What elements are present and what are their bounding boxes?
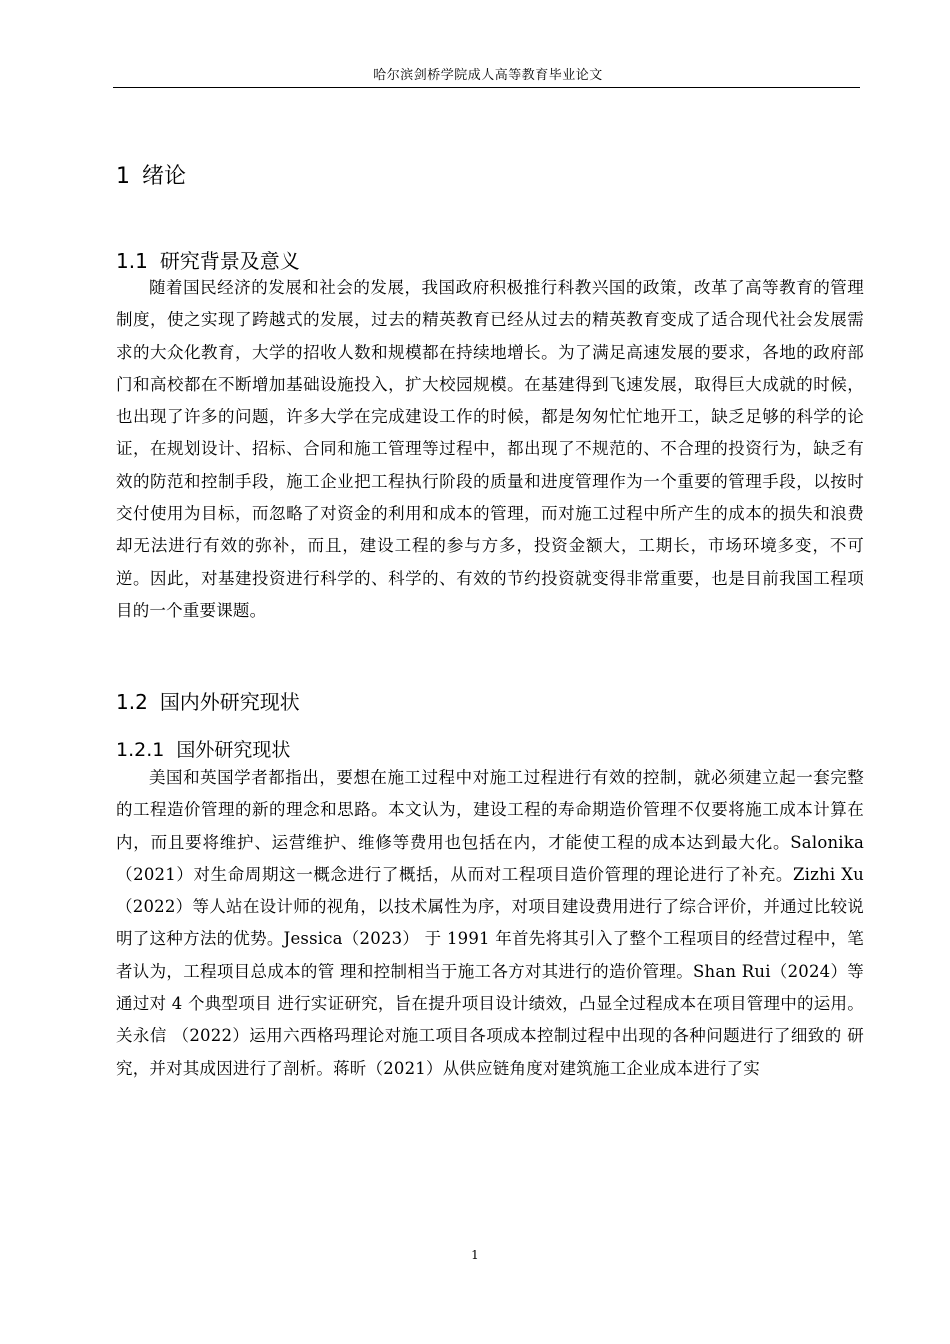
subsection-number: 1.2.1 — [116, 739, 165, 761]
section-title: 研究背景及意义 — [159, 249, 300, 273]
section-title: 国内外研究现状 — [159, 690, 300, 714]
section-number: 1.2 — [116, 690, 148, 714]
subsection-heading-1-2-1 — [116, 735, 290, 765]
chapter-number: 1 — [116, 164, 130, 189]
paragraph-background: 随着国民经济的发展和社会的发展，我国政府积极推行科教兴国的政策，改革了高等教育的管理制度，使之实现了跨越式的发展，过去的精英教育已经从过去的精英教育变成了适合现代社会发展需求的大众化教育，大学的招收人数和规模都在持续地增长。为了满足高速发展的要求，各地的政府部门和高校都在不断增加基础设施投入，扩大校园规模。在基建得到飞速发展，取得巨大成就的时候，也出现了许多的问题，许多大学在完成建设工作的时候，都是匆匆忙忙地开工，缺乏足够的科学的论证，在规划设计、招标、合同和施工管理等过程中，都出现了不规范的、不合理的投资行为，缺乏有效的防范和控制手段，施工企业把工程执行阶段的质量和进度管理作为一个重要的管理手段，以按时交付使用为目标，而忽略了对资金的利用和成本的管理，而对施工过程中所产生的成本的损失和浪费却无法进行有效的弥补，而且，建设工程的参与方多，投资金额大，工期长，市场环境多变，不可逆。因此，对基建投资进行科学的、科学的、有效的节约投资就变得非常重要，也是目前我国工程项目的一个重要课题。 — [116, 278, 864, 620]
chapter-title: 绪论 — [142, 164, 187, 189]
running-header: 哈尔滨剑桥学院成人高等教育毕业论文 — [373, 68, 603, 83]
chapter-heading — [116, 161, 186, 193]
section-heading-1-2 — [116, 687, 300, 717]
paragraph-foreign-research: 美国和英国学者都指出，要想在施工过程中对施工过程进行有效的控制，就必须建立起一套完整的工程造价管理的新的理念和思路。本文认为，建设工程的寿命期造价管理不仅要将施工成本计算在内，而且要将维护、运营维护、维修等费用也包括在内，才能使工程的成本达到最大化。Salonika（2021）对生命周期这一概念进行了概括，从而对工程项目造价管理的理论进行了补充。Zizhi Xu（2022）等人站在设计师的视角，以技术属性为序，对项目建设费用进行了综合评价，并通过比较说明了这种方法的优势。Jessica（2023） 于 1991 年首先将其引入了整个工程项目的经营过程中，笔者认为，工程项目总成本的管 理和控制相当于施工各方对其进行的造价管理。Shan Rui（2024）等通过对 4 个典型项目 进行实证研究，旨在提升项目设计绩效，凸显全过程成本在项目管理中的运用。关永信 （2022）运用六西格玛理论对施工项目各项成本控制过程中出现的各种问题进行了细致的 研究，并对其成因进行了剖析。蒋昕（2021）从供应链角度对建筑施工企业成本进行了实 — [116, 768, 864, 1078]
header-rule — [113, 87, 860, 88]
page-number: 1 — [471, 1248, 479, 1262]
subsection-title: 国外研究现状 — [176, 739, 291, 761]
section-number: 1.1 — [116, 249, 148, 273]
